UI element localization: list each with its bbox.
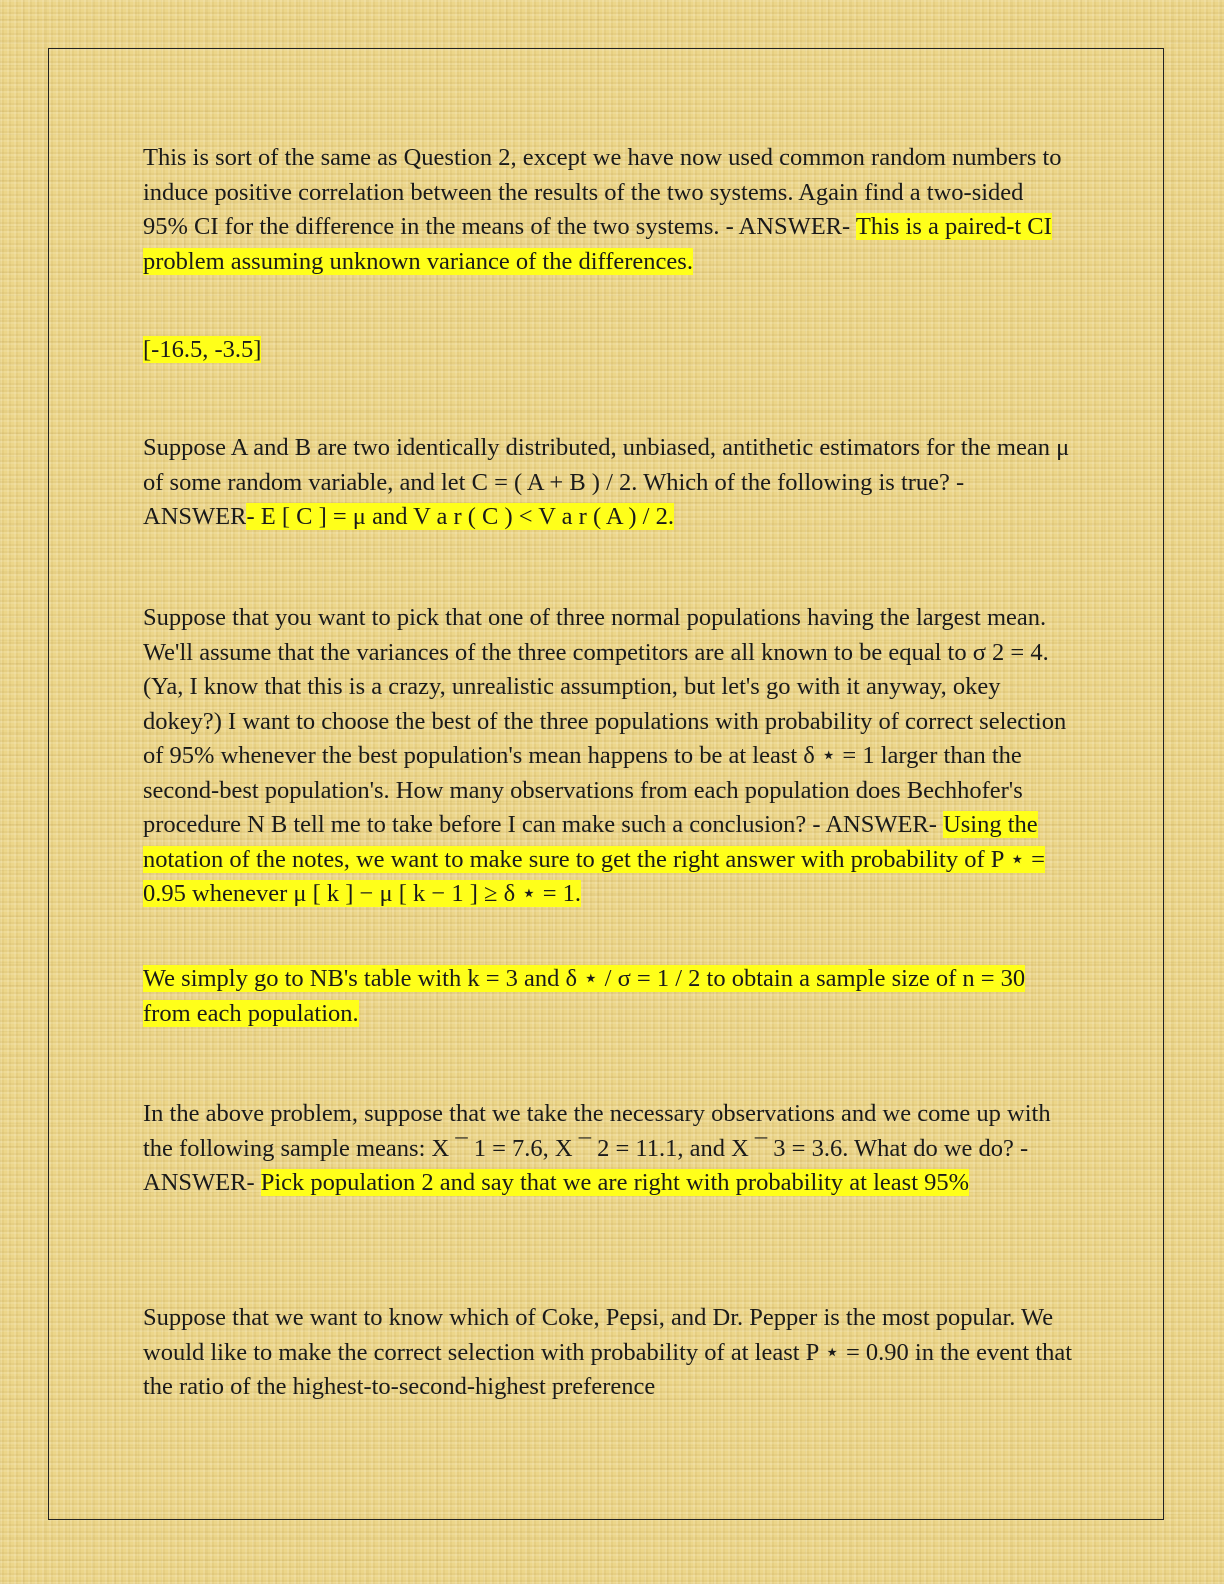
answer-highlight: [-16.5, -3.5] [143,336,262,363]
qa-block-1-answer-extra [143,333,261,368]
qa-block-3 [143,601,1073,912]
qa-block-2 [143,431,1073,535]
qa-block-4 [143,1097,1073,1201]
qa-block-1 [143,141,1073,279]
answer-highlight: We simply go to NB's table with k = 3 and δ ⋆ / σ = 1 / 2 to obtain a sample size of n = 30 from each population. [143,965,1026,1027]
question-text: In the above problem, suppose that we take the necessary observations and we come up with the following sample means: X ¯ 1 = 7.6, X ¯ 2 = 11.1, and X ¯ 3 = 3.6. What do we do? - ANSWER- [143,1100,1051,1196]
answer-highlight: This is a paired-t CI problem assuming unknown variance of the differences. [143,213,1052,275]
answer-highlight: - E [ C ] = μ and V a r ( C ) < V a r ( A ) / 2. [246,503,674,530]
answer-highlight: Pick population 2 and say that we are right with probability at least 95% [260,1169,970,1196]
qa-block-5 [143,1301,1073,1405]
qa-block-3-answer-extra [143,962,1073,1031]
question-text: This is sort of the same as Question 2, except we have now used common random numbers to induce positive correlation between the results of the two systems. Again find a two-sided 95% CI for the difference in the means of the two systems. - ANSWER- [143,144,1062,240]
question-text: Suppose A and B are two identically distributed, unbiased, antithetic estimators for the mean μ of some random variable, and let C = ( A + B ) / 2. Which of the following is true? - ANSWER [143,434,1070,530]
answer-highlight: Using the notation of the notes, we want to make sure to get the right answer with probability of P ⋆ = 0.95 whenever μ [ k ] − μ [ k − 1 ] ≥ δ ⋆ = 1. [143,811,1045,907]
question-text: Suppose that you want to pick that one of three normal populations having the largest mean. We'll assume that the variances of the three competitors are all known to be equal to σ 2 = 4. (Ya, I know that this is a crazy, unrealistic assumption, but let's go with it anyway, okey dokey?) I want to choose the best of the three populations with probability of correct selection of 95% whenever the best population's mean happens to be at least δ ⋆ = 1 larger than the second-best population's. How many observations from each population does Bechhofer's procedure N B tell me to take before I can make such a conclusion? - ANSWER- [143,604,1067,838]
question-text: Suppose that we want to know which of Coke, Pepsi, and Dr. Pepper is the most popular. We would like to make the correct selection with probability of at least P ⋆ = 0.90 in the event that the ratio of the highest-to-second-highest preference [143,1304,1073,1400]
